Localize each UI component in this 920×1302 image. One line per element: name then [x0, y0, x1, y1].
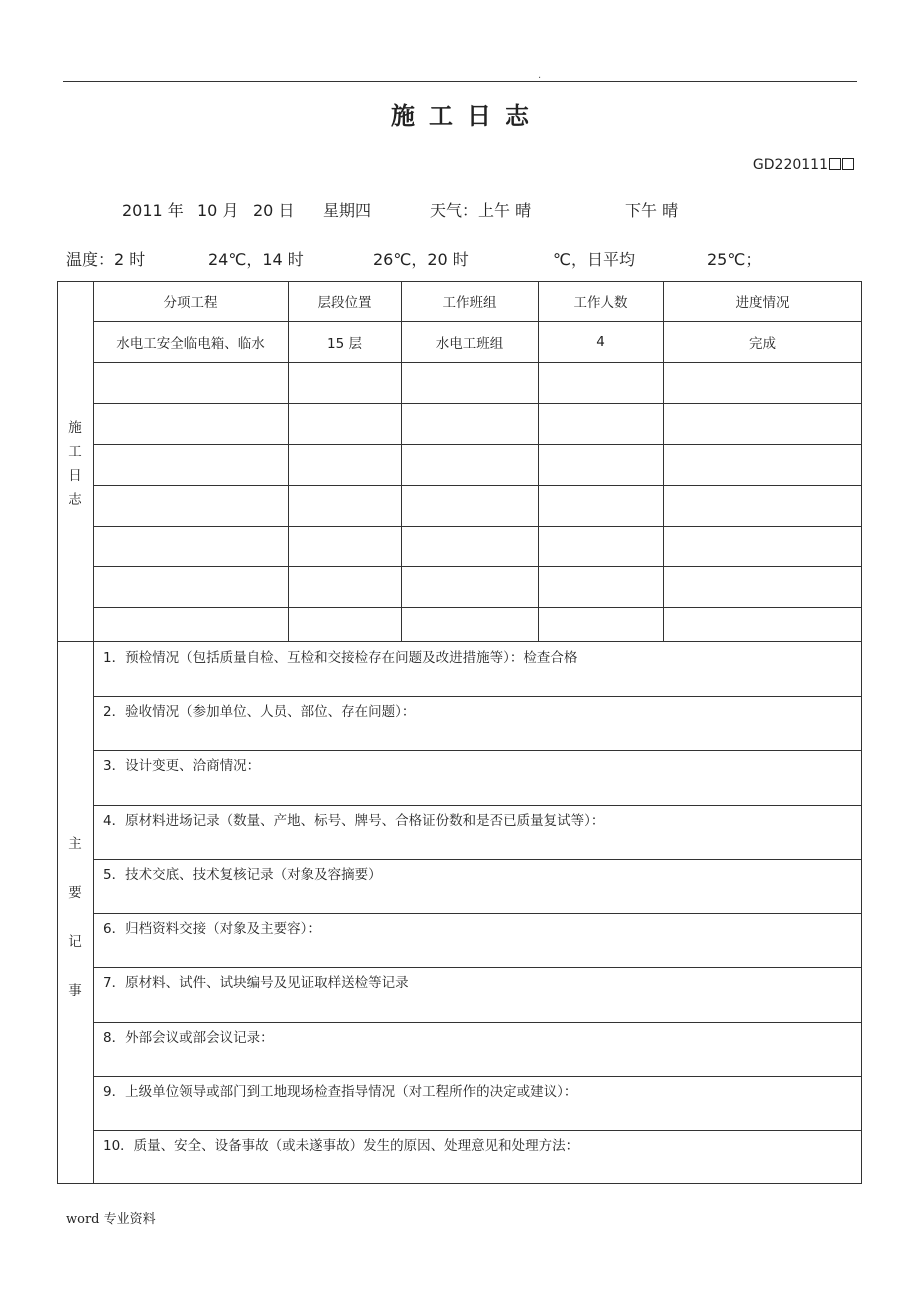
date-weekday: 星期四 — [323, 201, 372, 220]
header-rule — [63, 81, 857, 82]
column-header: 进度情况 — [735, 295, 790, 311]
log-table — [57, 281, 862, 1184]
row-divider — [93, 526, 862, 527]
checkbox-square-icon — [842, 158, 854, 170]
document-code-text: GD220111 — [752, 157, 828, 173]
row-divider — [93, 403, 862, 404]
record-item: 7．原材料、试件、试块编号及见证取样送检等记录 — [103, 975, 409, 991]
side-label-char: 日 — [68, 468, 82, 484]
side-column-divider — [93, 281, 94, 1184]
column-header: 工作人数 — [573, 295, 628, 311]
record-item: 6．归档资料交接（对象及主要容）： — [103, 921, 321, 937]
column-header: 工作班组 — [442, 295, 497, 311]
row-divider — [93, 485, 862, 486]
table-cell: 完成 — [749, 335, 776, 352]
document-code — [753, 157, 854, 173]
record-item: 4．原材料进场记录（数量、产地、标号、牌号、合格证份数和是否已质量复试等）： — [103, 813, 605, 829]
record-divider — [93, 1130, 862, 1131]
temp-14h: 24℃，14 时 — [208, 250, 304, 269]
record-item: 9．上级单位领导或部门到工地现场检查指导情况（对工程所作的决定或建议）： — [103, 1084, 578, 1100]
temp-2h: 温度：2 时 — [66, 250, 146, 269]
record-divider — [93, 1022, 862, 1023]
record-divider — [93, 967, 862, 968]
column-header: 分项工程 — [163, 295, 218, 311]
date-month: 10 月 — [197, 201, 239, 220]
row-divider — [93, 444, 862, 445]
date-year: 2011 年 — [122, 201, 184, 220]
side-label-char: 施 — [68, 420, 82, 436]
side-label-char: 工 — [68, 444, 82, 460]
table-cell: 15 层 — [327, 335, 362, 352]
record-item: 8．外部会议或部会议记录： — [103, 1030, 274, 1046]
record-divider — [93, 805, 862, 806]
row-divider — [93, 362, 862, 363]
row-divider — [93, 607, 862, 608]
record-item: 3．设计变更、洽商情况： — [103, 758, 261, 774]
page-title: 施工日志 — [391, 102, 543, 130]
record-divider — [93, 696, 862, 697]
header-dot: . — [538, 70, 542, 81]
date-day: 20 日 — [253, 201, 295, 220]
weather-pm: 下午 晴 — [625, 201, 679, 220]
side-label-char: 要 — [68, 885, 82, 901]
construction-side-label — [57, 416, 93, 512]
record-divider — [93, 750, 862, 751]
record-item: 10．质量、安全、设备事故（或未遂事故）发生的原因、处理意见和处理方法： — [103, 1138, 580, 1154]
side-label-char: 主 — [68, 836, 82, 852]
record-item: 2．验收情况（参加单位、人员、部位、存在问题）： — [103, 704, 416, 720]
temp-daily-avg: 25℃； — [707, 250, 762, 269]
records-side-label — [57, 832, 93, 1028]
row-divider — [93, 566, 862, 567]
record-divider — [93, 913, 862, 914]
record-divider — [93, 859, 862, 860]
table-cell: 4 — [596, 333, 605, 350]
weather-am: 天气：上午 晴 — [430, 201, 532, 220]
column-header: 层段位置 — [317, 295, 372, 311]
temp-20h: 26℃，20 时 — [373, 250, 469, 269]
record-divider — [93, 1076, 862, 1077]
table-cell: 水电工安全临电箱、临水 — [116, 335, 265, 352]
section-divider — [57, 641, 862, 642]
page-footer: word 专业资料 — [66, 1212, 156, 1227]
record-item: 5．技术交底、技术复核记录（对象及容摘要） — [103, 867, 382, 883]
checkbox-square-icon — [829, 158, 841, 170]
record-item: 1．预检情况（包括质量自检、互检和交接检存在问题及改进措施等）：检查合格 — [103, 650, 578, 666]
side-label-char: 志 — [68, 492, 82, 508]
side-label-char: 记 — [68, 934, 82, 950]
temp-daily-avg-label: ℃，日平均 — [553, 250, 635, 269]
side-label-char: 事 — [68, 983, 82, 999]
table-cell: 水电工班组 — [435, 335, 504, 352]
